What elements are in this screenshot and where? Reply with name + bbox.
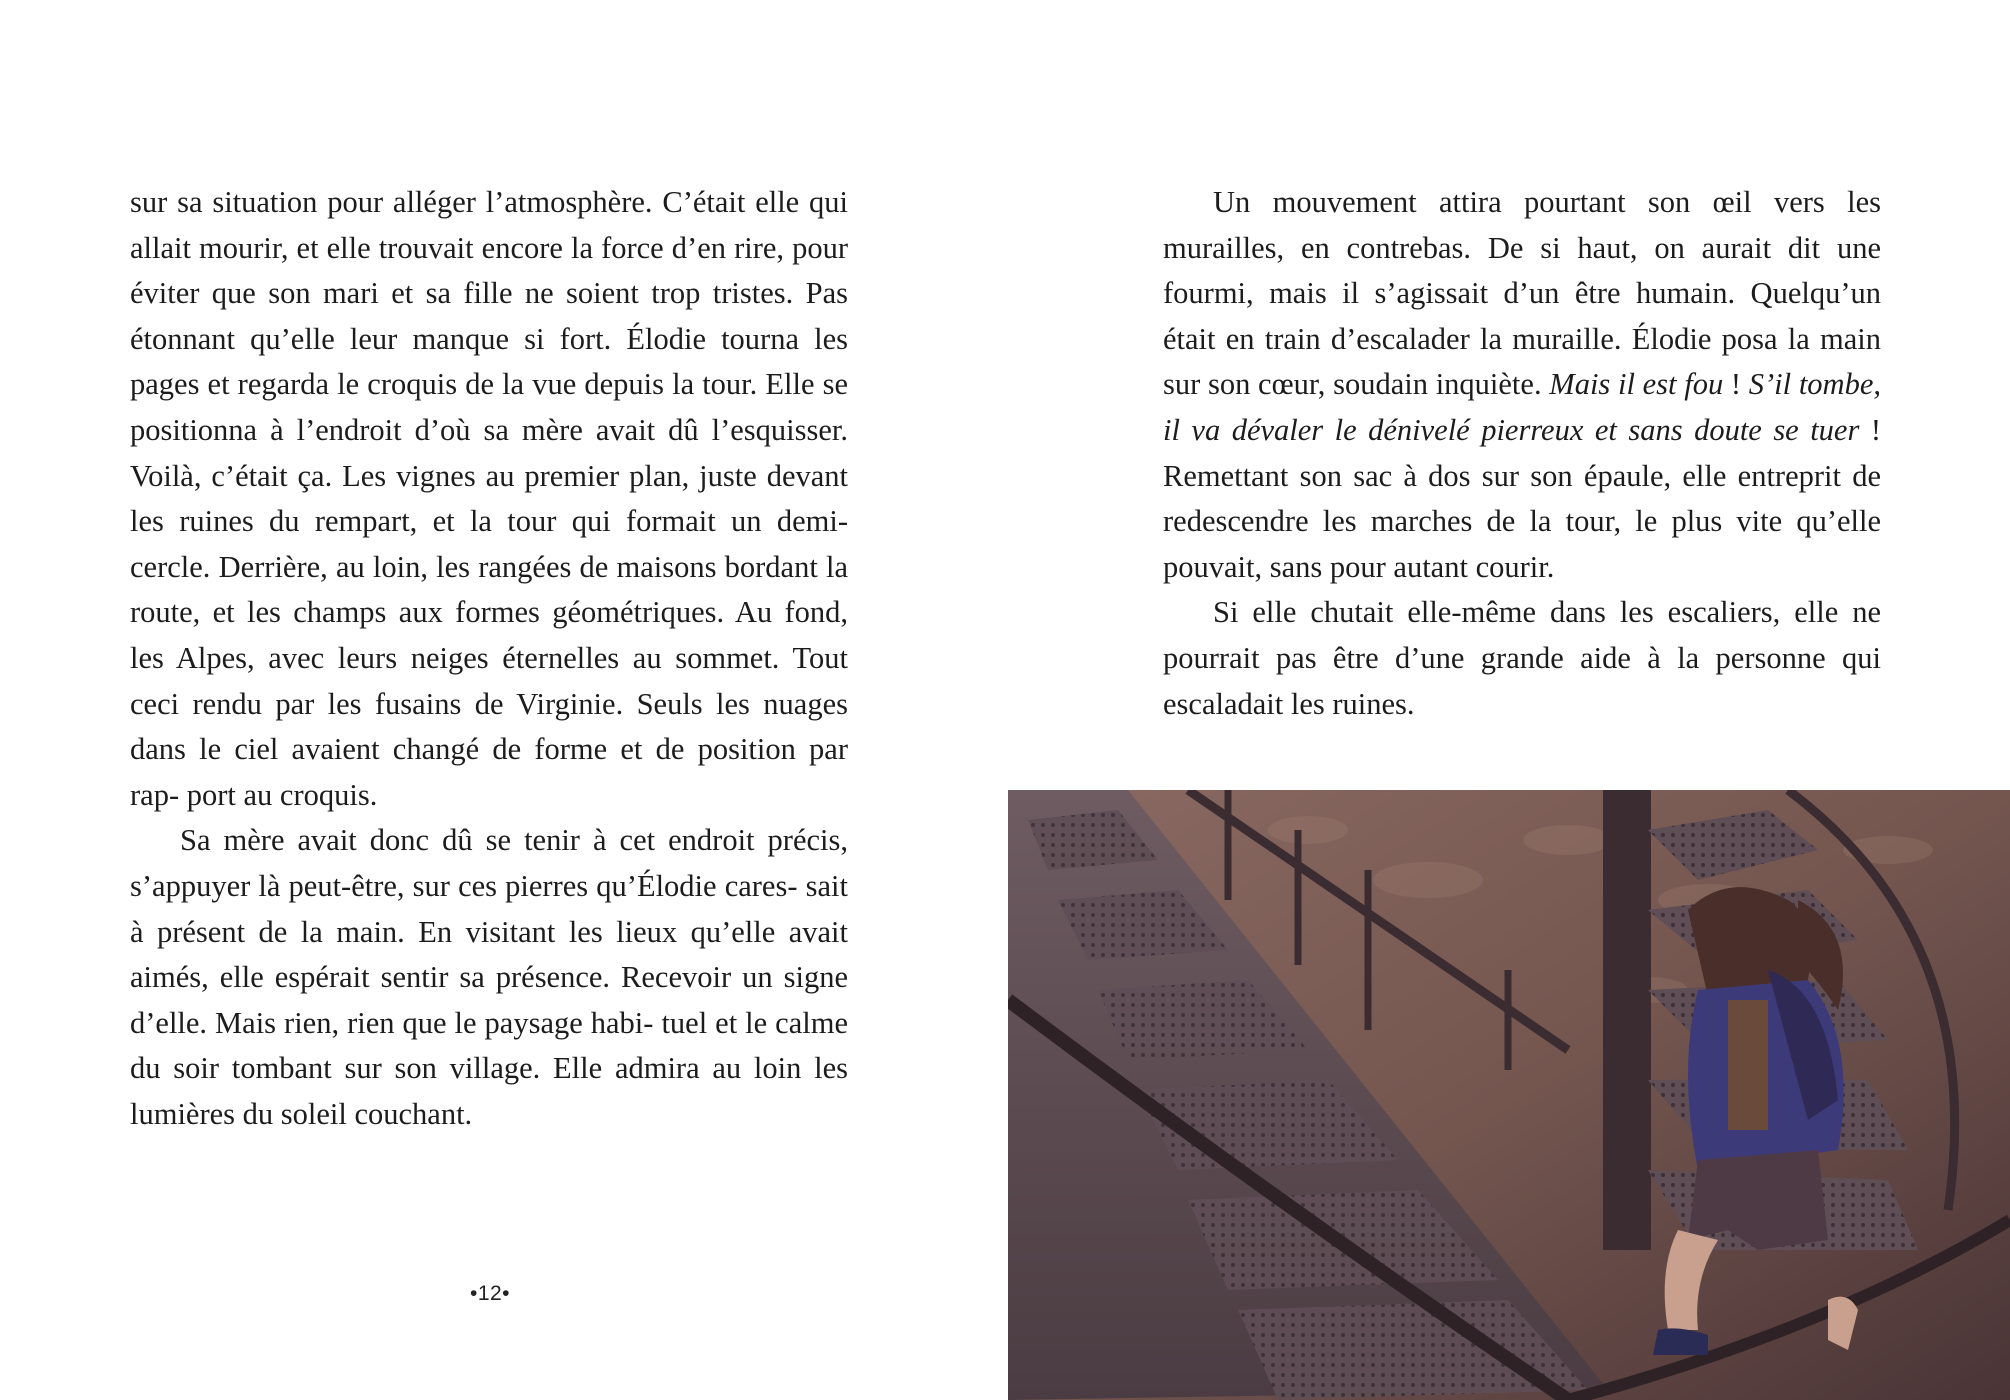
text-line: elle qui allait mourir, et elle trouvait encore la force [130, 185, 849, 265]
text-line: Élodie tourna les pages et regarda le croquis de la vue [130, 321, 848, 402]
text-line: mère avait dû l’esquisser. Voilà, c’était ça. Les vignes [130, 412, 849, 493]
text-line: d’en rire, pour éviter que son mari et sa fille ne soient [130, 230, 848, 311]
italic-thought: S’il tombe, il va dévaler le dénivelé pierreux et sans [1163, 367, 1881, 447]
text-line: admira au loin les lumières du soleil couchant. [130, 1051, 849, 1131]
text-line: Un mouvement attira pourtant son œil vers les [1213, 185, 1881, 219]
text-line: elle entreprit de redescendre les marches de la tour, le [1163, 458, 1881, 539]
text-line: au premier plan, juste devant les ruines du rempart, et [130, 458, 849, 539]
text-line: pourrait pas être d’une grande aide à la personne qui [1163, 640, 1881, 675]
text-line: murailles, en contrebas. De si haut, on aurait dit une [1163, 230, 1881, 265]
page-number: •12• [469, 1282, 511, 1305]
right-paragraph-1 [1163, 180, 1881, 590]
text-line: par les fusains de Virginie. Seuls les nuages dans le [130, 686, 849, 767]
text-line: leurs neiges éternelles au sommet. Tout ceci rendu [130, 640, 849, 721]
left-page-text [130, 180, 848, 1137]
text-fragment: ! [1723, 367, 1749, 402]
illustration-girl-on-spiral-staircase [1008, 790, 2010, 1400]
left-paragraph-2 [130, 818, 848, 1137]
text-line: sur sa situation pour alléger l’atmosphère. C’était [130, 185, 746, 219]
text-line: port au croquis. [186, 777, 378, 812]
text-line: aux formes géométriques. Au fond, les Alpes, avec [130, 595, 848, 675]
italic-thought: fou [1684, 367, 1724, 402]
text-line: fourmi, mais il s’agissait d’un être humain. Quelqu’un [1163, 276, 1881, 311]
text-line: avait aimés, elle espérait sentir sa présence. Recevoir [130, 914, 849, 995]
text-line: la tour qui formait un demi-cercle. Derrière, au loin, [130, 504, 849, 584]
text-line: escaladait les ruines. [1163, 686, 1415, 721]
text-line: Si elle chutait elle-même dans les escaliers, elle ne [1213, 595, 1881, 630]
right-page-text [1163, 180, 1881, 727]
text-line: ciel avaient changé de forme et de position par rap- [130, 732, 849, 812]
text-line: un signe d’elle. Mais rien, rien que le paysage habi- [130, 960, 848, 1040]
text-line: tuel et le calme du soir tombant sur son village. Elle [130, 1005, 848, 1086]
text-line: sait à présent de la main. En visitant les lieux qu’elle [130, 868, 848, 949]
text-line: depuis la tour. Elle se positionna à l’endroit d’où sa [130, 367, 849, 447]
text-line: la main sur son cœur, soudain inquiète. [1163, 321, 1882, 402]
text-line: plus vite qu’elle pouvait, sans pour autant courir. [1163, 504, 1881, 584]
text-line: ! Remettant son sac à dos sur son épaule, [1163, 412, 1881, 493]
left-paragraph-1 [130, 180, 848, 818]
italic-thought: Mais il est [1549, 367, 1677, 402]
text-line: s’appuyer là peut-être, sur ces pierres qu’Élodie cares- [130, 868, 798, 903]
text-line: trop tristes. Pas étonnant qu’elle leur manque si fort. [130, 276, 849, 356]
italic-thought: doute se tuer [1694, 412, 1860, 447]
right-paragraph-2 [1163, 590, 1881, 727]
text-line: Sa mère avait donc dû se tenir à cet endroit précis, [180, 823, 848, 858]
text-line: était en train d’escalader la muraille. Élodie posa [1163, 321, 1778, 356]
text-line: les rangées de maisons bordant la route, et les champs [130, 549, 848, 630]
